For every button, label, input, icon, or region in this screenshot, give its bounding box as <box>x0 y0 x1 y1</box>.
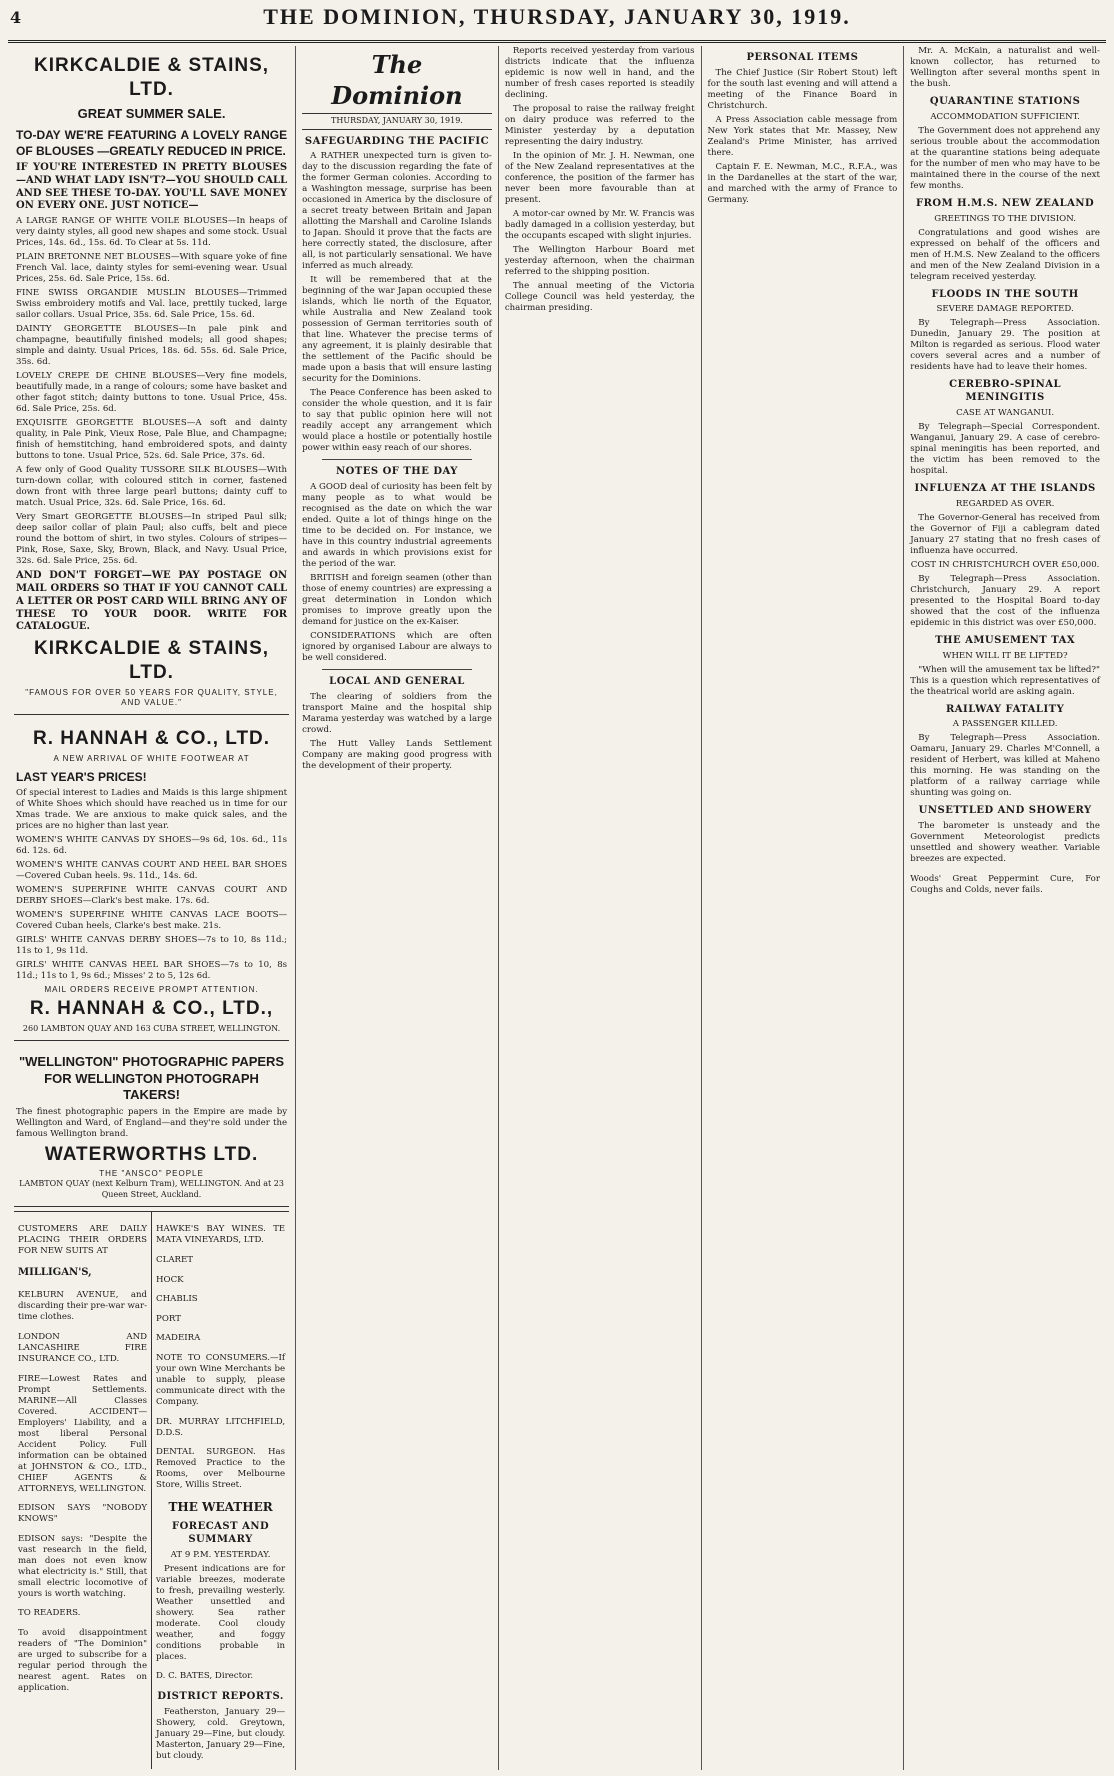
ad-item: A few only of Good Quality TUSSORE SILK BLOUSES—With turn-down collar, with coloured stitch in corner, fastened down front with three large pearl buttons; dainty cuff to match. Usual Price, 32s. 6d. Sale Price, 16s. 6d. <box>16 465 288 509</box>
local-para: The Hutt Valley Lands Settlement Company are making good progress with the development of their property. <box>302 739 492 772</box>
ad-insurance-lines: FIRE—Lowest Rates and Prompt Settlements. MARINE—All Classes Covered. ACCIDENT—Employers' Liability, and a most liberal Personal Accident Policy. Full information can be obtained at JOHNSTON & CO., LTD., CHIEF AGENTS & ATTORNEYS, WELLINGTON. <box>18 1373 148 1494</box>
influenza-body: The Governor-General has received from the Governor of Fiji a cablegram dated January 27 stating that no fresh cases of influenza have occurred. <box>910 512 1100 556</box>
ad-wines-note: NOTE TO CONSUMERS.—If your own Wine Merchants be unable to supply, please communicate direct with the Company. <box>156 1352 286 1407</box>
personal-para: The Chief Justice (Sir Robert Stout) left for the south last evening and will attend a meeting of the Finance Board in Christchurch. <box>707 67 898 111</box>
meningitis-title: CEREBRO-SPINAL MENINGITIS <box>949 379 1062 404</box>
ad-insurance-name: LONDON AND LANCASHIRE FIRE INSURANCE CO., LTD. <box>18 1331 148 1364</box>
news-para: A motor-car owned by Mr. W. Francis was badly damaged in a collision yesterday, but the occupants escaped with slight injuries. <box>504 209 695 241</box>
ad-address: 260 LAMBTON QUAY AND 163 CUBA STREET, WELLINGTON. <box>22 1023 281 1033</box>
ad-brand: MILLIGAN'S, <box>18 1267 92 1279</box>
nz-body: Congratulations and good wishes are expressed on behalf of the officers and men of H.M.S. New Zealand to the officers and men of the New Zealand Division in a telegram received yesterday. <box>910 227 1100 282</box>
ad-brand: KIRKCALDIE & STAINS, LTD. <box>34 55 270 101</box>
right-column <box>904 46 1106 1770</box>
personal-para: A Press Association cable message from New York states that Mr. Massey, New Zealand's Prime Minister, has arrived there. <box>707 114 898 158</box>
divider <box>322 459 472 460</box>
ad-brand: R. HANNAH & CO., LTD. <box>33 728 271 750</box>
influenza-title: INFLUENZA AT THE ISLANDS <box>914 482 1096 494</box>
notes-title: NOTES OF THE DAY <box>335 466 458 478</box>
leader-para: It will be remembered that at the beginning of the war Japan occupied these islands, which lie north of the Equator, while Australia and New Zealand took possession of German territories south of that line. Whatever the precise terms of any agreement, it is plainly desirable that the settlement of the Pacific should be made upon a basis that will ensure lasting security for the Dominions. <box>302 275 492 385</box>
ad-item: WOMEN'S SUPERFINE WHITE CANVAS LACE BOOTS—Covered Cuban heels, Clarke's best make. 21s. <box>16 910 288 932</box>
wine-item: CLARET <box>156 1255 194 1265</box>
ad-item: WOMEN'S WHITE CANVAS DY SHOES—9s 6d, 10s. 6d., 11s 6d. 12s. 6d. <box>16 835 288 857</box>
kirkcaldie-ad <box>14 46 289 715</box>
weather-signed: D. C. BATES, Director. <box>156 1671 254 1682</box>
quarantine-body: The Government does not apprehend any serious trouble about the accommodation at the quarantine stations being adequate for the number of men who may have to be maintained there in the course of the next few months. <box>910 125 1100 191</box>
news-para: The proposal to raise the railway freight on dairy produce was referred to the Minister yesterday by a deputation representing the dairy industry. <box>504 104 695 147</box>
wines-ad <box>152 1212 289 1769</box>
tax-title: THE AMUSEMENT TAX <box>935 634 1076 646</box>
ad-item: GIRLS' WHITE CANVAS DERBY SHOES—7s to 10, 8s 11d.; 11s to 1, 9s 11d. <box>16 935 288 957</box>
ad-brand-repeat: R. HANNAH & CO., LTD., <box>29 998 274 1020</box>
ad-intro: IF YOU'RE INTERESTED IN PRETTY BLOUSES—AND WHAT LADY ISN'T?—YOU SHOULD CALL AND SEE THESE TO-DAY. YOU'LL SAVE MONEY ON EVERY ONE. JUST NOTICE— <box>16 161 288 212</box>
photo-ad <box>14 1045 289 1207</box>
ad-brand-repeat: KIRKCALDIE & STAINS, LTD. <box>34 638 270 684</box>
ad-dentist-name: DR. MURRAY LITCHFIELD, D.D.S. <box>156 1416 286 1438</box>
cost-body: By Telegraph—Press Association. Christchurch, January 29. A report presented to the Hospital Board to-day showed that the cost of the influenza epidemic in this district was over £50,000. <box>910 573 1100 628</box>
paper-title: THE DOMINION, THURSDAY, JANUARY 30, 1919. <box>263 4 851 29</box>
rail-title: RAILWAY FATALITY <box>945 703 1065 715</box>
ad-sale: GREAT SUMMER SALE. <box>77 105 226 121</box>
ad-item: Very Smart GEORGETTE BLOUSES—In striped Paul silk; deep sailor collar of plain Paul; also cuffs, belt and piece round the bottom of shirt, in two styles. Colours of stripes—Pink, Rose, Saxe, Sky, Brown, Black, and Navy. Usual Price, 32s. 6d. Sale Price, 25s. 6d. <box>16 512 288 567</box>
quarantine-sub: ACCOMMODATION SUFFICIENT. <box>930 111 1080 122</box>
ad-mail: MAIL ORDERS RECEIVE PROMPT ATTENTION. <box>44 985 259 995</box>
ad-tagline: "FAMOUS FOR OVER 50 YEARS FOR QUALITY, STYLE, AND VALUE." <box>25 687 278 707</box>
ad-address: KELBURN AVENUE, and discarding their pre-war war-time clothes. <box>18 1290 148 1323</box>
ad-intro: Of special interest to Ladies and Maids is this large shipment of White Shoes which should have reached us in time for our Xmas trade. We are anxious to make quick sales, and the prices are no higher than last year. <box>16 788 288 832</box>
floods-title: FLOODS IN THE SOUTH <box>931 288 1079 300</box>
ad-item: DAINTY GEORGETTE BLOUSES—In pale pink and champagne, beautifully finished models; all good shapes; simple and dainty. Usual Prices, 18s. 6d. 55s. 6d. Sale Price, 35s. 6d. <box>16 324 288 368</box>
editorial-column <box>296 46 499 1770</box>
local-para: The clearing of soldiers from the transport Maine and the hospital ship Marama yesterday was watched by a large crowd. <box>302 692 492 736</box>
news-para: The annual meeting of the Victoria College Council was held yesterday, the chairman presiding. <box>504 281 695 313</box>
ad-nobody-title: EDISON SAYS "NOBODY KNOWS" <box>18 1503 148 1525</box>
ad-item: GIRLS' WHITE CANVAS HEEL BAR SHOES—7s to 10, 8s 11d.; 11s to 1, 9s 6d.; Misses' 2 to 5, 12s 6d. <box>16 960 288 982</box>
quarantine-title: QUARANTINE STATIONS <box>929 96 1081 107</box>
milligan-ad <box>14 1212 152 1769</box>
nz-title: FROM H.M.S. NEW ZEALAND <box>915 197 1095 209</box>
weather-title: THE WEATHER <box>168 1499 273 1514</box>
wine-item: MADEIRA <box>156 1333 201 1344</box>
ad-text: CUSTOMERS ARE DAILY PLACING THEIR ORDERS FOR NEW SUITS AT <box>18 1224 148 1257</box>
cost-sub: COST IN CHRISTCHURCH OVER £50,000. <box>910 559 1100 570</box>
leader-para: A RATHER unexpected turn is given to-day to the discussion regarding the fate of the former German colonies. According to a Washington message, surprise has been occasioned in America by the disclosure of a secret treaty between Britain and Japan allotting the Marshall and Caroline Islands to Japan. Should it prove that the facts are here correctly stated, the disclosure, after all, is not particularly sensational. We have inferred as much already. <box>302 151 492 272</box>
notes-para: A GOOD deal of curiosity has been felt by many people as to what would be recognised as the date on which the war ended. Quite a lot of things hinge on the time to be decided on. For instance, we have in this country industrial agreements and awards in which provisions exist for the period of the war. <box>302 482 492 570</box>
ad-readers-title: TO READERS. <box>18 1608 81 1619</box>
personal-para: Captain F. E. Newman, M.C., R.F.A., was in the Dardanelles at the start of the war, and marched with the army of France to Germany. <box>707 161 898 205</box>
news-para: In the opinion of Mr. J. H. Newman, one of the New Zealand representatives at the conference, the position of the farmer has never been more favourable than at present. <box>504 151 695 205</box>
wine-item: CHABLIS <box>156 1294 198 1305</box>
personal-column <box>702 46 905 1770</box>
ad-headline: "WELLINGTON" PHOTOGRAPHIC PAPERS FOR WELLINGTON PHOTOGRAPH TAKERS! <box>18 1053 285 1103</box>
page-number: 4 <box>10 8 22 27</box>
ad-wines-title: HAWKE'S BAY WINES. TE MATA VINEYARDS, LTD. <box>156 1224 286 1246</box>
nz-sub: GREETINGS TO THE DIVISION. <box>934 213 1076 224</box>
ads-column <box>8 46 296 1770</box>
small-ads-row <box>14 1211 289 1769</box>
weather-sub: FORECAST AND SUMMARY <box>171 1521 270 1545</box>
ad-item: A LARGE RANGE OF WHITE VOILE BLOUSES—In heaps of very dainty styles, all good new shapes and some stock. Usual Prices, 14s. 6d., 15s. 6d. To Clear at 5s. 11d. <box>16 216 288 249</box>
ad-body: The finest photographic papers in the Empire are made by Wellington and Ward, of England—and they're sold under the famous Wellington brand. <box>16 1106 288 1139</box>
local-title: LOCAL AND GENERAL <box>329 676 465 688</box>
ad-item: WOMEN'S SUPERFINE WHITE CANVAS COURT AND DERBY SHOES—Clark's best make. 17s. 6d. <box>16 885 288 907</box>
ad-item: PLAIN BRETONNE NET BLOUSES—With square yoke of fine French Val. lace, dainty styles for semi-evening wear. Usual Prices, 25s. 6d. Sale Price, 15s. 6d. <box>16 252 288 285</box>
wine-item: PORT <box>156 1313 181 1324</box>
ad-item: FINE SWISS ORGANDIE MUSLIN BLOUSES—Trimmed Swiss embroidery motifs and Val. lace, prettily tucked, large sailor collars. Usual Price, 35s. 6d. Sale Price, 15s. 6d. <box>16 288 288 321</box>
news-intro: Reports received yesterday from various districts indicate that the influenza epidemic is now well in hand, and the number of fresh cases reported is steadily declining. <box>504 46 695 100</box>
masthead <box>8 0 1106 43</box>
ad-item: LOVELY CREPE DE CHINE BLOUSES—Very fine models, beautifully made, in a range of colours; some have basket and other fagot stitch; dainty buttons to tone. Usual Price, 45s. 6d. Sale Price, 25s. 6d. <box>16 371 288 415</box>
notes-para: BRITISH and foreign seamen (other than those of enemy countries) are expressing a great determination in London which promises to improve greatly upon the demand for justice on the ex-Kaiser. <box>302 573 492 628</box>
editorial-dateline: THURSDAY, JANUARY 30, 1919. <box>302 113 492 129</box>
ad-dentist-line: DENTAL SURGEON. Has Removed Practice to the Rooms, over Melbourne Store, Willis Street. <box>156 1447 286 1491</box>
tax-sub: WHEN WILL IT BE LIFTED? <box>942 650 1068 661</box>
tax-body: "When will the amusement tax be lifted?" This is a question which representatives of the theatrical world are asking again. <box>910 664 1100 697</box>
weather-reports-title: DISTRICT REPORTS. <box>157 1690 284 1702</box>
news-para: The Wellington Harbour Board met yesterday afternoon, when the chairman referred to the shipping position. <box>504 245 695 277</box>
ad-item: WOMEN'S WHITE CANVAS COURT AND HEEL BAR SHOES—Covered Cuban heels. 9s. 11d., 14s. 6d. <box>16 860 288 882</box>
weather-title: UNSETTLED AND SHOWERY <box>918 805 1092 817</box>
rail-sub: A PASSENGER KILLED. <box>952 719 1058 730</box>
ad-readers-body: To avoid disappointment readers of "The Dominion" are urged to subscribe for a regular period through the nearest agent. Rates on application. <box>18 1627 148 1693</box>
weather-box <box>156 1500 285 1762</box>
ad-item: EXQUISITE GEORGETTE BLOUSES—A soft and dainty quality, in Pale Pink, Vieux Rose, Pale Blue, and Champagne; finish of hemstitching, hand embroidered spots, and dainty buttons to tone. Usual Price, 52s. 6d. Sale Price, 37s. 6d. <box>16 418 288 462</box>
ad-headline: LAST YEAR'S PRICES! <box>16 769 147 784</box>
ad-nobody-body: EDISON says: "Despite the vast research in the field, man does not even know what electricity is." Still, that small electric locomotive of yours is worth watching. <box>18 1533 148 1599</box>
ad-arrival: A NEW ARRIVAL OF WHITE FOOTWEAR AT <box>53 753 250 763</box>
ad-brand: WATERWORTHS LTD. <box>44 1143 259 1165</box>
influenza-sub: REGARDED AS OVER. <box>955 498 1055 509</box>
leader-para: The Peace Conference has been asked to consider the whole question, and it is fair to say that public opinion here will not readily accept any arrangement which would place a hostile or potentially hostile power within easy reach of our shores. <box>302 388 492 454</box>
ad-address: LAMBTON QUAY (next Kelburn Tram), WELLINGTON. And at 23 Queen Street, Auckland. <box>19 1179 284 1199</box>
ad-feature: TO-DAY WE'RE FEATURING A LOVELY RANGE OF BLOUSES —GREATLY REDUCED IN PRICE. <box>16 128 288 158</box>
weather-time: AT 9 P.M. YESTERDAY. <box>170 1549 271 1560</box>
rail-body: By Telegraph—Press Association. Oamaru, January 29. Charles M'Connell, a resident of Herbert, was killed at Maheno this morning. He was standing on the platform of a railway carriage while shunting was going on. <box>910 733 1100 799</box>
floods-body: By Telegraph—Press Association. Dunedin, January 29. The position at Milton is regarded as serious. Flood water covers several acres and a number of residents have had to leave their homes. <box>910 318 1100 373</box>
divider <box>322 669 472 670</box>
peppermint-ad: Woods' Great Peppermint Cure, For Coughs and Colds, never fails. <box>910 873 1100 895</box>
ad-sub: THE "ANSCO" PEOPLE <box>99 1169 204 1179</box>
meningitis-body: By Telegraph—Special Correspondent. Wanganui, January 29. A case of cerebro-spinal meningitis has been reported, and the victim has been removed to the hospital. <box>910 421 1100 476</box>
floods-sub: SEVERE DAMAGE REPORTED. <box>936 304 1074 315</box>
weather-body: The barometer is unsteady and the Government Meteorologist predicts unsettled and showery weather. Variable breezes are expected. <box>910 821 1100 865</box>
leader-title: SAFEGUARDING THE PACIFIC <box>304 135 490 147</box>
weather-body: Present indications are for variable breezes, moderate to fresh, prevailing westerly. Weather unsettled and showery. Sea rather moderate. Cool cloudy weather, and foggy conditions probable in places. <box>156 1563 286 1662</box>
notes-para: CONSIDERATIONS which are often ignored by organised Labour are always to be well considered. <box>302 631 492 664</box>
hannah-ad <box>14 719 289 1041</box>
right-intro: Mr. A. McKain, a naturalist and well-known collector, has returned to Wellington after several months spent in the bush. <box>910 46 1100 89</box>
news-column <box>499 46 702 1770</box>
paper-name: The Dominion <box>331 50 463 110</box>
weather-reports: Featherston, January 29—Showery, cold. Greytown, January 29—Fine, but cloudy. Masterton, January 29—Fine, but cloudy. <box>156 1706 286 1761</box>
personal-title: PERSONAL ITEMS <box>746 52 859 63</box>
wine-item: HOCK <box>156 1274 184 1285</box>
meningitis-sub: CASE AT WANGANUI. <box>956 407 1055 418</box>
ad-footer: AND DON'T FORGET—WE PAY POSTAGE ON MAIL ORDERS SO THAT IF YOU CANNOT CALL A LETTER OR POST CARD WILL BRING ANY OF THESE TO YOUR DOOR. WRITE FOR CATALOGUE. <box>16 570 288 633</box>
